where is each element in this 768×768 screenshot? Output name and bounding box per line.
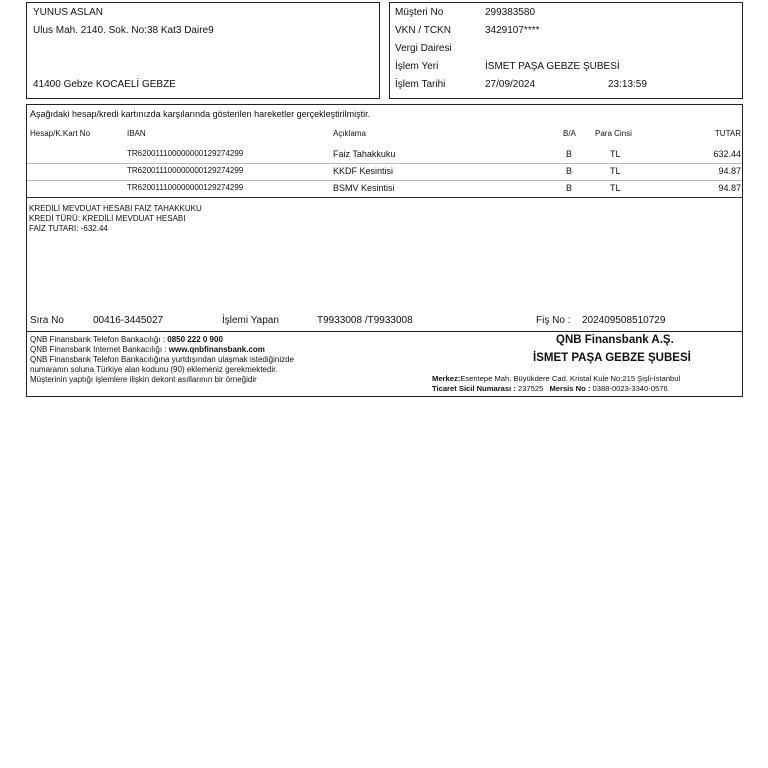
row2-iban: TR620011100000000129274299 [127,166,244,175]
row1-ba: B [566,149,573,159]
customer-address: Ulus Mah. 2140. Sok. No:38 Kat3 Daire9 [33,25,214,36]
bank-web-value: www.qnbfinansbank.com [168,345,265,354]
bank-web-label: QNB Finansbank Internet Bankacılığı : [30,345,167,354]
islem-tarihi-time: 23:13:59 [608,79,647,90]
row2-aciklama: KKDF Kesintisi [333,166,394,176]
row1-para: TL [610,149,621,159]
row2-divider [27,180,742,181]
bank-sicil-label: Ticaret Sicil Numarası : [432,384,516,393]
bank-tel-value: 0850 222 0 900 [167,335,223,344]
islem-tarihi-date: 27/09/2024 [485,79,536,90]
note-line-1: KREDİLİ MEVDUAT HESABI FAİZ TAHAKKUKU [29,204,202,213]
row3-divider [27,197,742,198]
note-line-3: FAİZ TUTARI: -632.44 [29,224,108,233]
bank-info-line-1: QNB Finansbank Telefon Bankacılığına yurtdışından ulaşmak istediğinizde [30,355,295,364]
bank-web-line [30,346,265,354]
bank-mersis-value: 0388-0023-3340-0576 [592,384,668,393]
row3-iban: TR620011100000000129274299 [127,183,244,192]
bank-mersis-label: Mersis No : [549,384,591,393]
bank-sicil-line [432,385,668,393]
row2-tutar: 94.87 [718,166,741,176]
fis-no-label: Fiş No : [536,315,571,326]
header-ba: B/A [563,129,576,138]
row2-ba: B [566,166,573,176]
musteri-no-label: Müşteri No [395,7,444,18]
row2-para: TL [610,166,621,176]
fis-no-value: 202409508510729 [582,315,666,326]
islem-yeri-value: İSMET PAŞA GEBZE ŞUBESİ [485,61,620,72]
header-para: Para Cinsi [595,129,632,138]
header-hesap: Hesap/K.Kart No [30,129,91,138]
sira-no-value: 00416-3445027 [93,315,164,326]
bank-info-line-3: Müşterinin yaptığı işlemlere ilişkin dekont asıllarının bir örneğidir [30,375,257,384]
musteri-no-value: 299383580 [485,7,536,18]
bank-sicil-value: 237525 [517,384,544,393]
row1-iban: TR620011100000000129274299 [127,149,244,158]
bank-branch-name: İSMET PAŞA GEBZE ŞUBESİ [533,352,691,364]
header-iban: IBAN [127,129,146,138]
customer-name: YUNUS ASLAN [33,7,104,18]
islem-tarihi-label: İşlem Tarihi [395,79,446,90]
header-tutar: TUTAR [714,129,741,138]
row1-tutar: 632.44 [713,149,741,159]
bank-info-line-2: numaranın soluna Türkiye alan kodunu (90) eklemeniz gerekmektedir. [30,365,278,374]
row3-ba: B [566,183,573,193]
row1-divider [27,163,742,164]
note-line-2: KREDİ TÜRÜ: KREDİLİ MEVDUAT HESABI [29,214,186,223]
islemi-yapan-label: İşlemi Yapan [222,315,279,326]
row1-aciklama: Faiz Tahakkuku [333,149,396,159]
customer-city: 41400 Gebze KOCAELİ GEBZE [33,79,176,90]
bank-merkez-line [432,375,680,383]
vergi-label: Vergi Dairesi [395,43,452,54]
vkn-label: VKN / TCKN [395,25,451,36]
statement-intro: Aşağıdaki hesap/kredi kartınızda karşılarında gösterilen hareketler gerçekleştirilmiştir. [30,109,371,119]
row3-para: TL [610,183,621,193]
bank-merkez-label: Merkez: [432,374,461,383]
bank-tel-line [30,336,223,344]
row3-aciklama: BSMV Kesintisi [333,183,395,193]
islemi-yapan-value: T9933008 /T9933008 [317,315,413,326]
header-aciklama: Açıklama [333,129,366,138]
bank-section-divider [26,331,743,332]
sira-no-label: Sıra No [30,315,64,326]
bank-merkez-value: Esentepe Mah. Büyükdere Cad. Kristal Kule No:215 Şişli-İstanbul [460,374,681,383]
bank-tel-label: QNB Finansbank Telefon Bankacılığı : [30,335,166,344]
vkn-value: 3429107**** [485,25,540,36]
row3-tutar: 94.87 [718,183,741,193]
bank-company-name: QNB Finansbank A.Ş. [556,334,674,346]
islem-yeri-label: İşlem Yeri [395,61,439,72]
